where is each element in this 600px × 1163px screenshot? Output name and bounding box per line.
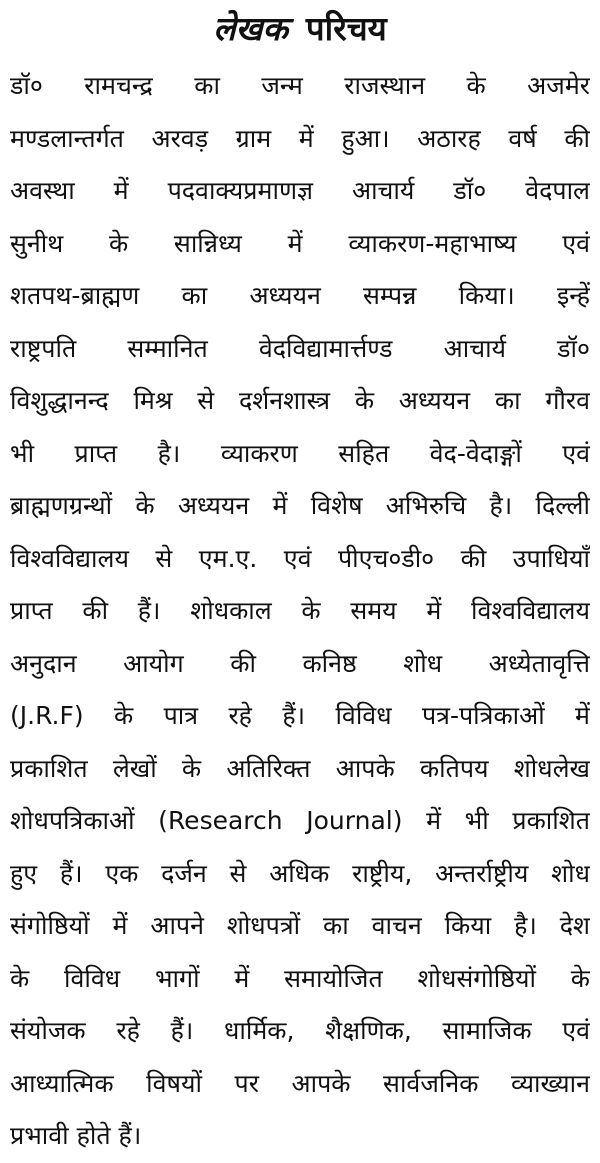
text-line: प्रकाशित लेखों के अतिरिक्त आपके कतिपय शोधलेख <box>10 753 590 783</box>
text-line: अवस्था में पदवाक्यप्रमाणज्ञ आचार्य डॉ० वेदपाल <box>10 176 590 205</box>
text-line: प्राप्त की हैं। शोधकाल के समय में विश्वविद्यालय <box>10 596 590 625</box>
text-line: आध्यात्मिक विषयों पर आपके सार्वजनिक व्याख्यान <box>10 1068 590 1098</box>
page-title <box>10 6 590 52</box>
text-line: हुए हैं। एक दर्जन से अधिक राष्ट्रीय, अन्तर्राष्ट्रीय शोध <box>10 858 590 888</box>
text-line: विशुद्धानन्द मिश्र से दर्शनशास्त्र के अध्ययन का गौरव <box>10 386 590 415</box>
document-page <box>10 0 590 1150</box>
text-line: अनुदान आयोग की कनिष्ठ शोध अध्येतावृत्ति <box>10 648 590 678</box>
text-line: भी प्राप्त है। व्याकरण सहित वेद-वेदाङ्गों एवं <box>10 438 590 468</box>
text-line: डॉ० रामचन्द्र का जन्म राजस्थान के अजमेर <box>10 71 590 100</box>
text-line: (J.R.F) के पात्र रहे हैं। विविध पत्र-पत्रिकाओं में <box>10 701 590 730</box>
text-line: शोधपत्रिकाओं (Research Journal) में भी प्रकाशित <box>10 806 590 835</box>
biography-paragraph <box>10 60 590 1163</box>
text-line-last: प्रभावी होते हैं। <box>10 1121 142 1150</box>
text-line: शतपथ-ब्राह्मण का अध्ययन सम्पन्न किया। इन्हें <box>10 281 590 310</box>
text-line: मण्डलान्तर्गत अरवड़ ग्राम में हुआ। अठारह वर्ष की <box>10 123 590 153</box>
title-word-author: लेखक <box>213 9 288 48</box>
text-line: के विविध भागों में समायोजित शोधसंगोष्ठियों के <box>10 963 590 993</box>
text-line: सुनीथ के सान्निध्य में व्याकरण-महाभाष्य एवं <box>10 228 590 258</box>
text-line: ब्राह्मणग्रन्थों के अध्ययन में विशेष अभिरुचि है। दिल्ली <box>10 491 590 520</box>
text-line: विश्वविद्यालय से एम.ए. एवं पीएच०डी० की उपाधियाँ <box>10 543 590 573</box>
title-word-introduction: परिचय <box>305 9 387 48</box>
text-line: संगोष्ठियों में आपने शोधपत्रों का वाचन किया है। देश <box>10 911 590 940</box>
text-line: संयोजक रहे हैं। धार्मिक, शैक्षणिक, सामाजिक एवं <box>10 1016 590 1045</box>
text-line: राष्ट्रपति सम्मानित वेदविद्यामार्त्तण्ड आचार्य डॉ० <box>10 333 590 363</box>
